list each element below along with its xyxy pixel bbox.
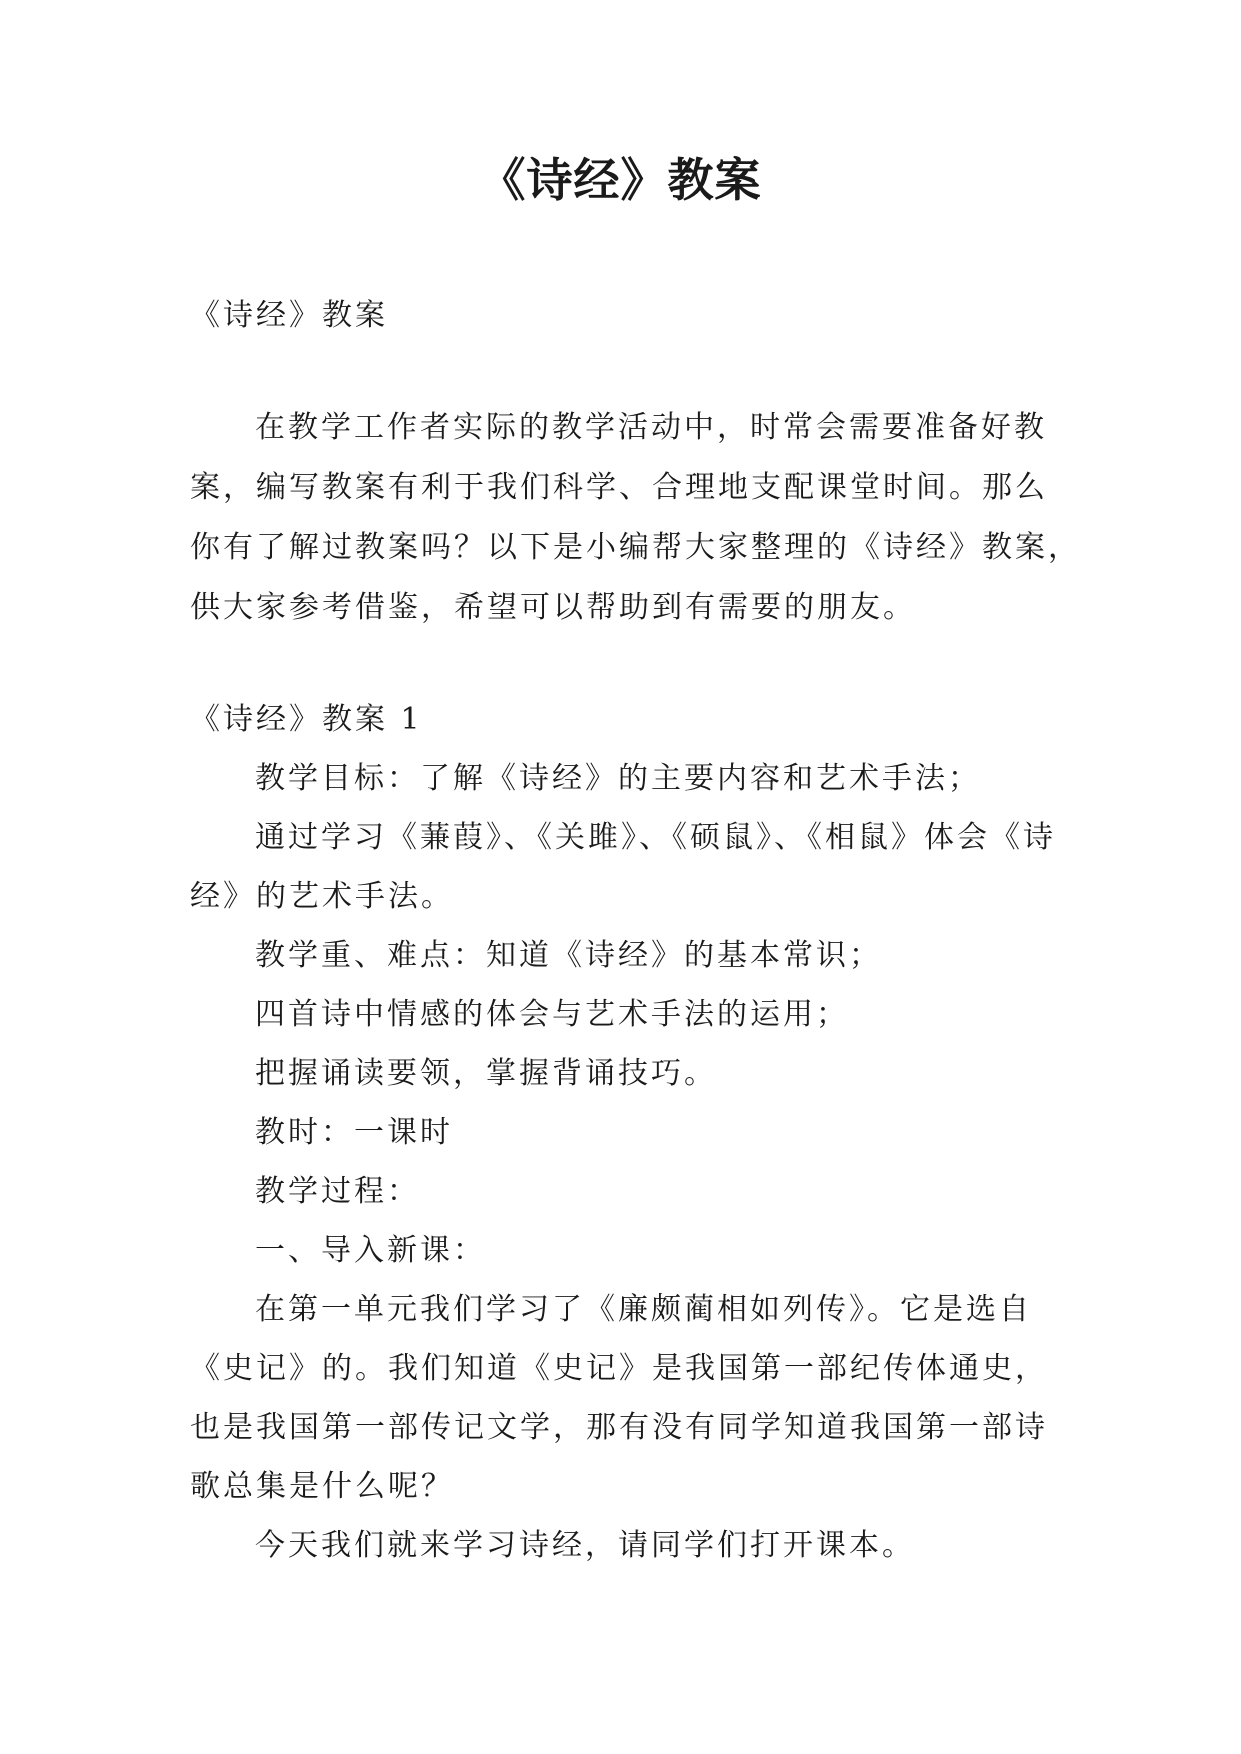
body-line-5: 四首诗中情感的体会与艺术手法的运用； (255, 997, 849, 1032)
body-line-13: 歌总集是什么呢？ (190, 1469, 454, 1504)
document-title: 《诗经》教案 (479, 153, 762, 207)
body-line-3: 经》的艺术手法。 (190, 879, 454, 914)
intro-line-4: 供大家参考借鉴，希望可以帮助到有需要的朋友。 (190, 590, 916, 625)
body-line-12: 也是我国第一部传记文学，那有没有同学知道我国第一部诗 (190, 1410, 1048, 1445)
body-line-1: 教学目标：了解《诗经》的主要内容和艺术手法； (255, 761, 981, 796)
intro-line-3: 你有了解过教案吗？以下是小编帮大家整理的《诗经》教案， (190, 530, 1081, 565)
body-line-4: 教学重、难点：知道《诗经》的基本常识； (255, 938, 882, 973)
body-line-6: 把握诵读要领，掌握背诵技巧。 (255, 1056, 717, 1091)
body-line-2: 通过学习《蒹葭》、《关雎》、《硕鼠》、《相鼠》体会《诗 (255, 820, 1056, 855)
intro-line-1: 在教学工作者实际的教学活动中，时常会需要准备好教 (255, 410, 1047, 445)
intro-line-2: 案，编写教案有利于我们科学、合理地支配课堂时间。那么 (190, 470, 1048, 505)
body-line-8: 教学过程： (255, 1174, 420, 1209)
body-line-11: 《史记》的。我们知道《史记》是我国第一部纪传体通史， (190, 1351, 1048, 1386)
section-heading: 《诗经》教案 1 (190, 702, 423, 737)
body-line-7: 教时：一课时 (255, 1115, 453, 1150)
body-line-14: 今天我们就来学习诗经，请同学们打开课本。 (255, 1528, 915, 1563)
body-line-9: 一、导入新课： (255, 1233, 486, 1268)
document-subtitle: 《诗经》教案 (190, 298, 388, 333)
body-line-10: 在第一单元我们学习了《廉颇蔺相如列传》。它是选自 (255, 1292, 1032, 1327)
